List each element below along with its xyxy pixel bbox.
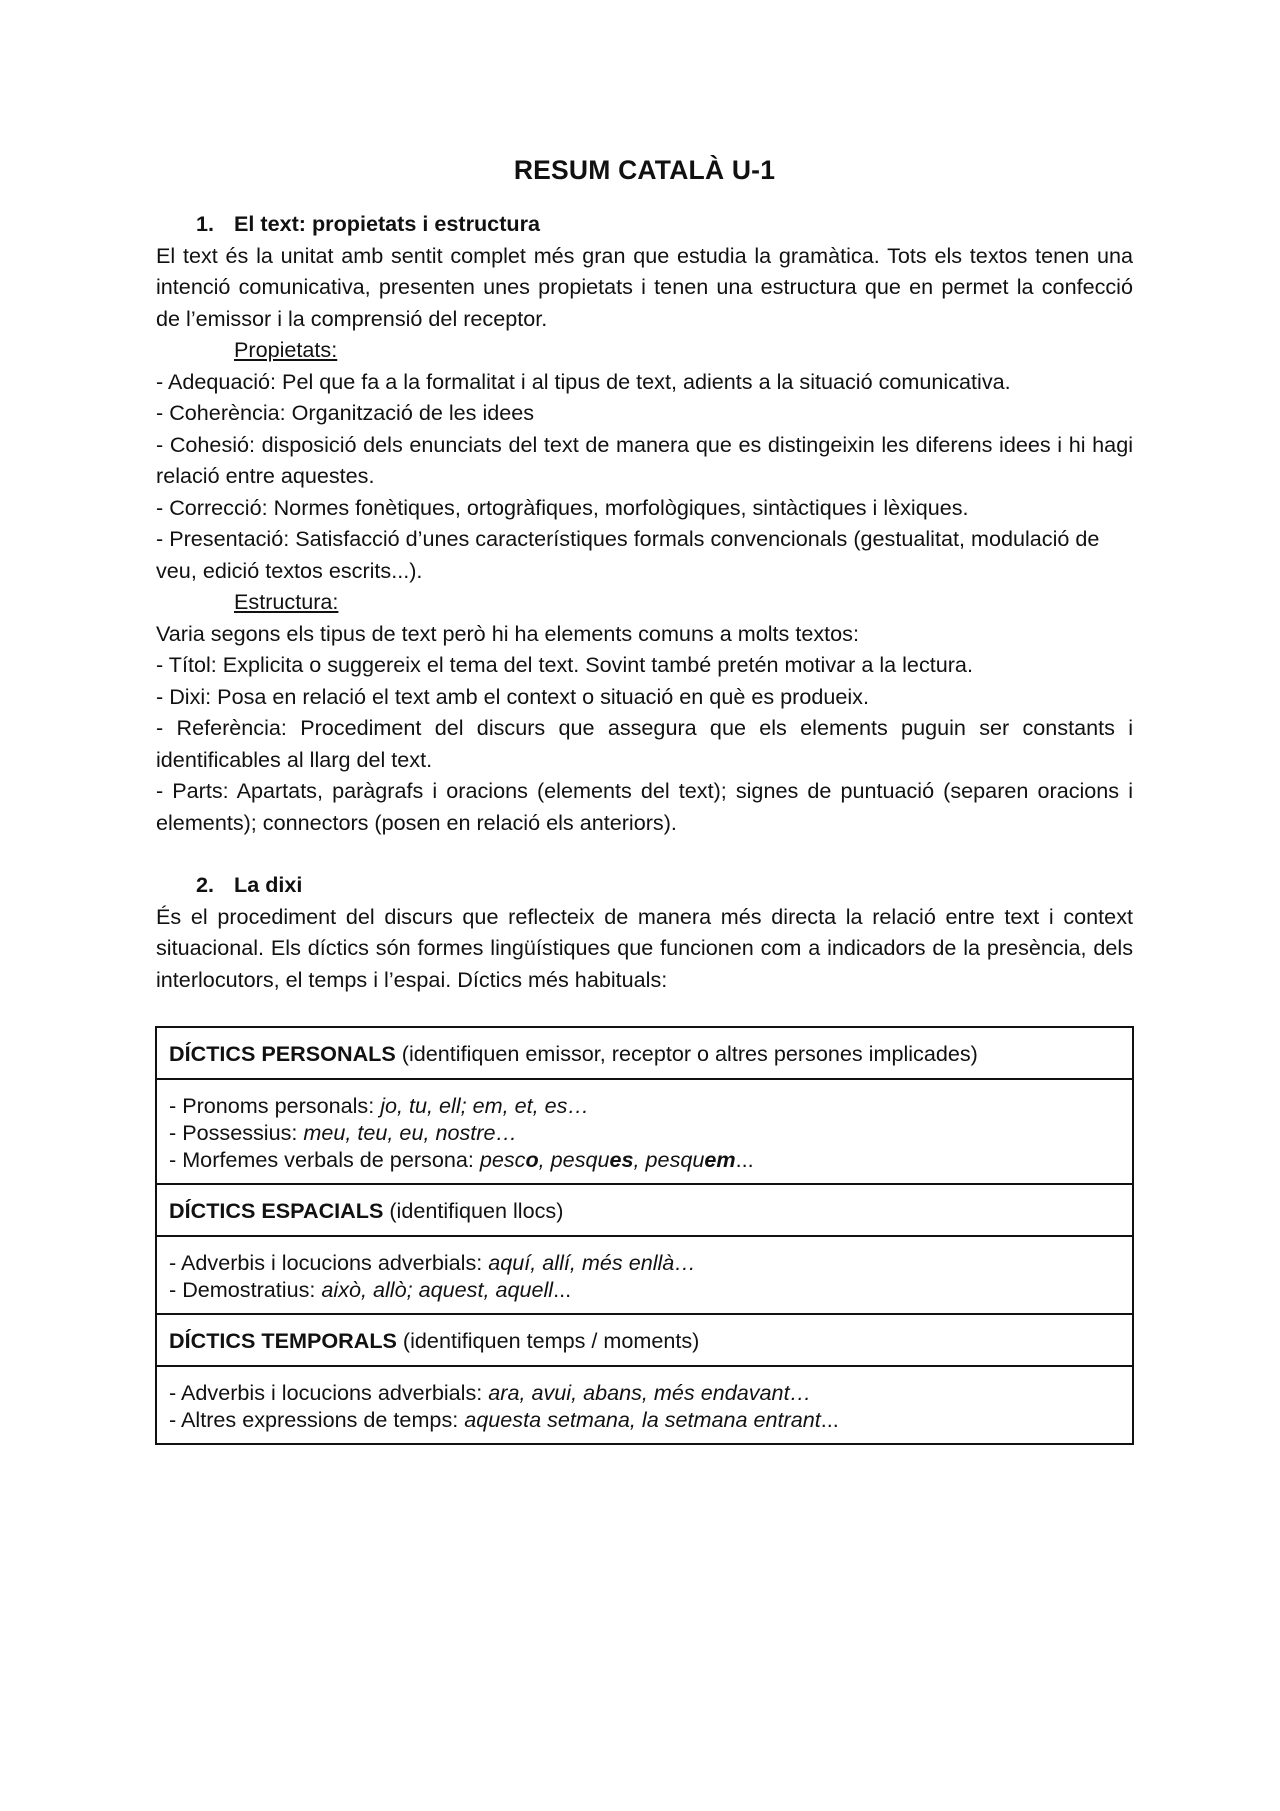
item-label: - Demostratius: <box>169 1277 322 1302</box>
item-examples: això, allò; aquest, aquell <box>321 1277 554 1302</box>
espacials-item-demostratius <box>169 1276 1120 1303</box>
personals-item-pronoms <box>169 1092 1120 1119</box>
espacials-header-cell <box>156 1184 1133 1236</box>
espacials-title: DÍCTICS ESPACIALS <box>169 1197 384 1223</box>
estructura-referencia: - Referència: Procediment del discurs que assegura que els elements puguin ser constants i identificables al llarg del text. <box>156 715 1133 772</box>
example-tail: ... <box>553 1277 572 1302</box>
item-label: - Adverbis i locucions adverbials: <box>169 1380 489 1405</box>
section-1-title: El text: propietats i estructura <box>234 211 540 236</box>
item-examples: aquesta setmana, la setmana entrant <box>464 1407 821 1432</box>
section-1-intro: El text és la unitat amb sentit complet més gran que estudia la gramàtica. Tots els textos tenen una intenció comunicativa, presenten unes propietats i tenen una estructura que en permet la confecció de l’emissor i la comprensió del receptor. <box>156 242 1133 331</box>
propietat-correccio: - Correcció: Normes fonètiques, ortogràfiques, morfològiques, sintàctiques i lèxiques. <box>156 494 969 520</box>
espacials-body-cell <box>156 1236 1133 1314</box>
propietat-presentacio: - Presentació: Satisfacció d’unes característiques formals convencionals (gestualitat, modulació de veu, edició textos escrits...). <box>156 526 1100 583</box>
estructura-parts: - Parts: Apartats, paràgrafs i oracions (elements del text); signes de puntuació (separen oracions i elements); connectors (posen en relació els anteriors). <box>156 778 1133 835</box>
item-label: - Pronoms personals: <box>169 1093 381 1118</box>
personals-title: DÍCTICS PERSONALS <box>169 1040 396 1066</box>
table-row <box>156 1027 1133 1079</box>
temporals-item-adverbis <box>169 1379 1120 1406</box>
section-1-heading <box>156 208 1133 240</box>
propietat-coherencia: - Coherència: Organització de les idees <box>156 400 535 425</box>
propietat-adequacio: - Adequació: Pel que fa a la formalitat i al tipus de text, adients a la situació comunicativa. <box>156 368 1011 394</box>
example-ending: em <box>704 1147 736 1172</box>
personals-item-possessius <box>169 1119 1120 1146</box>
table-row <box>156 1079 1133 1184</box>
item-examples: aquí, allí, més enllà… <box>488 1250 696 1275</box>
temporals-desc: (identifiquen temps / moments) <box>396 1327 700 1353</box>
estructura-titol: - Títol: Explicita o suggereix el tema del text. Sovint també pretén motivar a la lectura. <box>156 652 973 677</box>
page-title: RESUM CATALÀ U-1 <box>513 155 776 185</box>
example-stem: pesqu <box>645 1147 705 1172</box>
temporals-header-cell <box>156 1314 1133 1366</box>
personals-header-cell <box>156 1027 1133 1079</box>
example-tail: ... <box>820 1407 839 1432</box>
propietats-subheading: Propietats: <box>234 337 338 362</box>
example-ending: es <box>609 1147 634 1172</box>
section-2-title: La dixi <box>234 872 303 897</box>
table-row <box>156 1236 1133 1314</box>
espacials-desc: (identifiquen llocs) <box>383 1197 564 1223</box>
section-2-intro: És el procediment del discurs que reflecteix de manera més directa la relació entre text i context situacional. Els díctics són formes lingüístiques que funcionen com a indicadors de la presència, dels interlocutors, el temps i l’espai. Díctics més habituals: <box>156 903 1133 992</box>
example-ending: o <box>525 1147 539 1172</box>
table-row <box>156 1184 1133 1236</box>
estructura-intro: Varia segons els tipus de text però hi ha elements comuns a molts textos: <box>156 620 859 646</box>
table-row <box>156 1366 1133 1444</box>
section-spacer <box>156 838 1133 869</box>
document-body <box>156 150 1133 1445</box>
table-row <box>156 1314 1133 1366</box>
item-examples: ara, avui, abans, més endavant… <box>488 1380 812 1405</box>
example-separator: , <box>538 1147 551 1172</box>
estructura-dixi: - Dixi: Posa en relació el text amb el context o situació en què es produeix. <box>156 683 869 709</box>
example-stem: pesqu <box>550 1147 610 1172</box>
temporals-item-expressions <box>169 1406 1120 1433</box>
personals-item-morfemes <box>169 1146 1120 1173</box>
item-label: - Possessius: <box>169 1120 304 1145</box>
example-separator: , <box>633 1147 646 1172</box>
item-examples: meu, teu, eu, nostre… <box>303 1120 518 1145</box>
section-1-number: 1. <box>196 211 215 236</box>
espacials-item-adverbis <box>169 1249 1120 1276</box>
item-examples: jo, tu, ell; em, et, es… <box>380 1093 590 1118</box>
propietat-cohesio: - Cohesió: disposició dels enunciats del text de manera que es distingeixin les diferens idees i hi hagi relació entre aquestes. <box>156 431 1133 488</box>
dictics-table <box>155 1026 1134 1445</box>
example-tail: ... <box>735 1147 754 1172</box>
item-label: - Adverbis i locucions adverbials: <box>169 1250 489 1275</box>
estructura-subheading: Estructura: <box>234 589 339 614</box>
temporals-title: DÍCTICS TEMPORALS <box>169 1327 397 1353</box>
item-label: - Morfemes verbals de persona: <box>169 1147 480 1172</box>
item-label: - Altres expressions de temps: <box>169 1407 465 1432</box>
section-2-number: 2. <box>196 872 215 897</box>
section-2-heading <box>156 869 1133 901</box>
example-stem: pesc <box>479 1147 526 1172</box>
temporals-body-cell <box>156 1366 1133 1444</box>
personals-body-cell <box>156 1079 1133 1184</box>
personals-desc: (identifiquen emissor, receptor o altres persones implicades) <box>395 1040 978 1066</box>
